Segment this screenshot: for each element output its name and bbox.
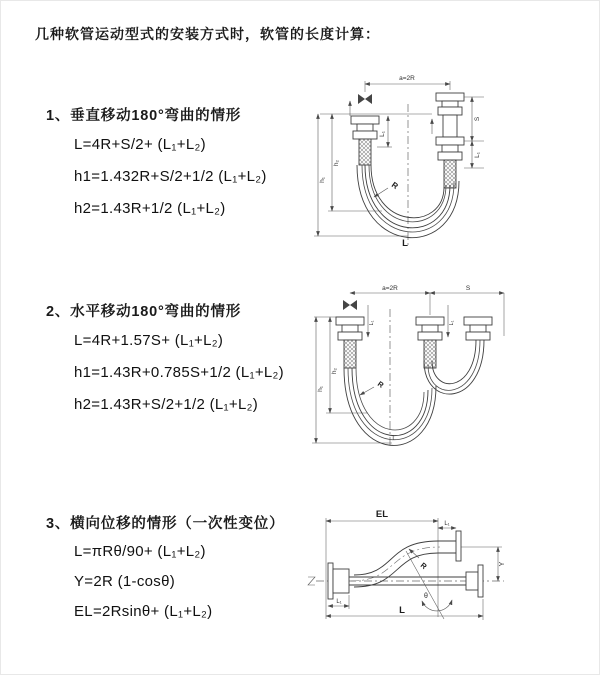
right-pipe-flange	[436, 93, 464, 188]
section-1-formulas	[74, 129, 267, 225]
formula-h2: h2=1.43R+1/2 (L₁+L₂)	[74, 200, 226, 217]
braided-hose-section	[424, 340, 436, 368]
formula-y: Y=2R (1-cosθ)	[74, 573, 176, 590]
dim-label-h2: h₂	[331, 367, 338, 375]
length-label: L	[402, 238, 408, 249]
formula-length: L=4R+S/2+ (L₁+L₂)	[74, 136, 206, 153]
upper-flange	[438, 531, 461, 561]
dim-label-l1-mid: L₁	[449, 320, 455, 326]
valve-icon	[358, 94, 372, 104]
dim-label-l1-bottom: L₁	[336, 599, 342, 605]
dim-label-el: EL	[375, 509, 389, 520]
dim-label-a2r: a=2R	[399, 75, 415, 82]
section-2-heading: 2、水平移动180°弯曲的情形	[46, 304, 242, 320]
centerline-break-mark	[308, 577, 315, 585]
formula-h2: h2=1.43R+S/2+1/2 (L₁+L₂)	[74, 396, 259, 413]
section-2-formulas	[74, 325, 284, 421]
formula-h1: h1=1.432R+S/2+1/2 (L₁+L₂)	[74, 168, 267, 185]
theta-arc	[422, 600, 452, 611]
left-pipe-flange	[336, 317, 364, 368]
theta-label: θ	[424, 593, 428, 600]
dim-label-s: S	[465, 285, 471, 292]
formula-h1: h1=1.43R+0.785S+1/2 (L₁+L₂)	[74, 364, 284, 381]
length-label: L	[399, 605, 405, 616]
dim-label-l1-top: L₁	[444, 521, 450, 527]
length-label: L	[392, 436, 396, 442]
section-3-text	[46, 512, 284, 627]
dim-label-l1-right: L₁	[474, 152, 481, 158]
dim-label-h2: h₂	[333, 159, 340, 167]
left-pipe-flange	[351, 116, 379, 165]
section-2-text	[46, 300, 284, 421]
formula-length: L=πRθ/90+ (L₁+L₂)	[74, 543, 206, 560]
dim-label-s: S	[474, 116, 481, 122]
formula-length: L=4R+1.57S+ (L₁+L₂)	[74, 332, 224, 349]
page-title: 几种软管运动型式的安装方式时，软管的长度计算：	[35, 26, 380, 42]
diagram-vertical-180-bend	[312, 68, 550, 260]
braided-hose-section	[359, 139, 371, 165]
dim-label-a2r: a=2R	[382, 285, 398, 292]
diagram-horizontal-180-bend	[308, 281, 560, 459]
radius-label: R	[418, 560, 429, 572]
radius-label: R	[389, 180, 400, 191]
lower-right-flange	[466, 565, 483, 597]
section-3-heading: 3、横向位移的情形（一次性变位）	[46, 516, 285, 532]
dim-label-h1: h₁	[319, 177, 326, 183]
middle-pipe-flange	[416, 317, 444, 368]
radius-arrow	[409, 549, 419, 558]
dim-label-h1: h₁	[317, 386, 324, 392]
braided-hose-section	[344, 340, 356, 368]
section-3-formulas	[74, 537, 284, 627]
radius-label: R	[375, 379, 386, 390]
diagram-lateral-displacement	[298, 501, 516, 658]
formula-el: EL=2Rsinθ+ (L₁+L₂)	[74, 603, 213, 620]
dim-label-y: Y	[499, 561, 506, 567]
dim-label-l1-left: L₁	[369, 320, 375, 326]
section-1-heading: 1、垂直移动180°弯曲的情形	[46, 108, 242, 124]
right-pipe-flange	[464, 317, 492, 340]
section-1-text	[46, 104, 267, 225]
dim-label-l1-left: L₁	[379, 131, 386, 137]
valve-icon	[343, 300, 357, 310]
radius-arrow	[360, 387, 374, 395]
left-flange	[328, 563, 349, 599]
